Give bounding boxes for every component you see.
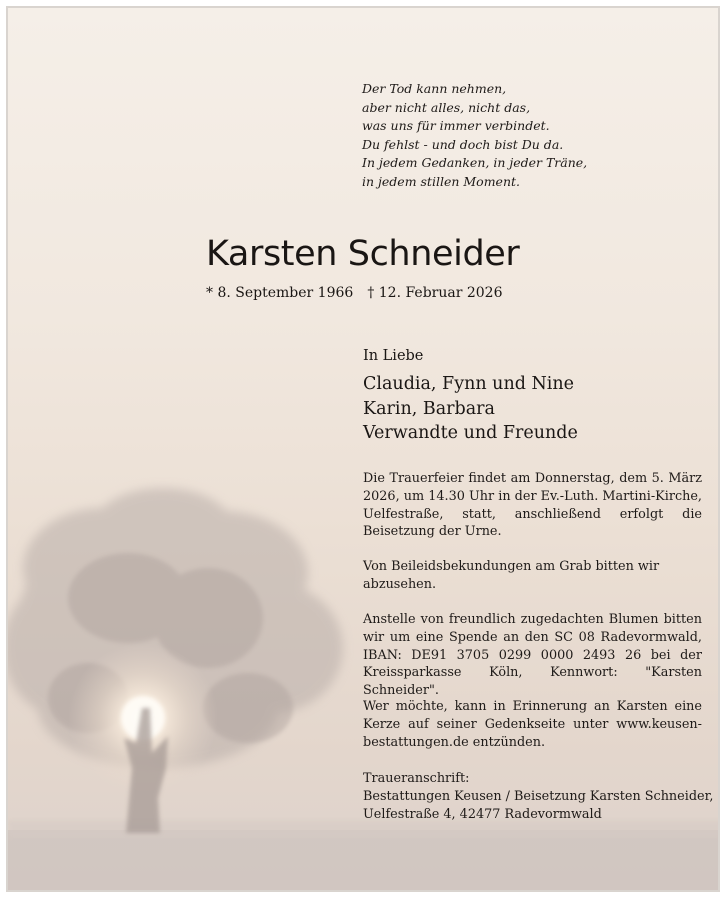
- poem-line: aber nicht alles, nicht das,: [362, 99, 531, 115]
- ceremony-notice: Die Trauerfeier findet am Donnerstag, dem 5. März 2026, um 14.30 Uhr in der Ev.-Luth. Martini-Kirche, Uelfestraße, statt, anschließend erfolgt die Beisetzung der Urne.: [363, 471, 702, 540]
- poem-line: was uns für immer verbindet.: [362, 118, 550, 134]
- mourner-line: Verwandte und Freunde: [363, 423, 578, 443]
- donation-notice: Anstelle von freundlich zugedachten Blumen bitten wir um eine Spende an den SC 08 Radevormwald, IBAN: DE91 3705 0299 0000 2493 26 bei der Kreissparkasse Köln, Kennwort: "Karsten Schneider".: [363, 612, 702, 699]
- obituary-card: [6, 6, 720, 892]
- poem-line: Du fehlst - und doch bist Du da.: [362, 136, 564, 152]
- condolence-notice: [363, 558, 702, 594]
- mourner-line: Claudia, Fynn und Nine: [363, 374, 575, 394]
- poem-line: in jedem stillen Moment.: [362, 173, 520, 189]
- poem: [362, 80, 682, 192]
- mourning-address: [363, 770, 714, 823]
- condolence-line: abzusehen.: [363, 576, 437, 592]
- life-dates: [206, 285, 686, 301]
- death-date: † 12. Februar 2026: [367, 285, 503, 301]
- mourners-intro: In Liebe: [363, 348, 424, 364]
- poem-line: In jedem Gedanken, in jeder Träne,: [362, 155, 588, 171]
- mourner-line: Karin, Barbara: [363, 398, 495, 419]
- birth-date: * 8. September 1966: [206, 285, 354, 301]
- address-line: Traueranschrift:: [363, 771, 470, 786]
- address-line: Bestattungen Keusen / Beisetzung Karsten Schneider,: [363, 788, 714, 804]
- poem-line: Der Tod kann nehmen,: [362, 81, 507, 96]
- deceased-name: Karsten Schneider: [206, 234, 520, 274]
- address-line: Uelfestraße 4, 42477 Radevormwald: [363, 806, 602, 822]
- mourners-list: [363, 372, 693, 446]
- candle-notice: Wer möchte, kann in Erinnerung an Karsten eine Kerze auf seiner Gedenkseite unter www.keusen-bestattungen.de entzünden.: [363, 699, 702, 750]
- condolence-line: Von Beileidsbekundungen am Grab bitten wir: [363, 559, 660, 574]
